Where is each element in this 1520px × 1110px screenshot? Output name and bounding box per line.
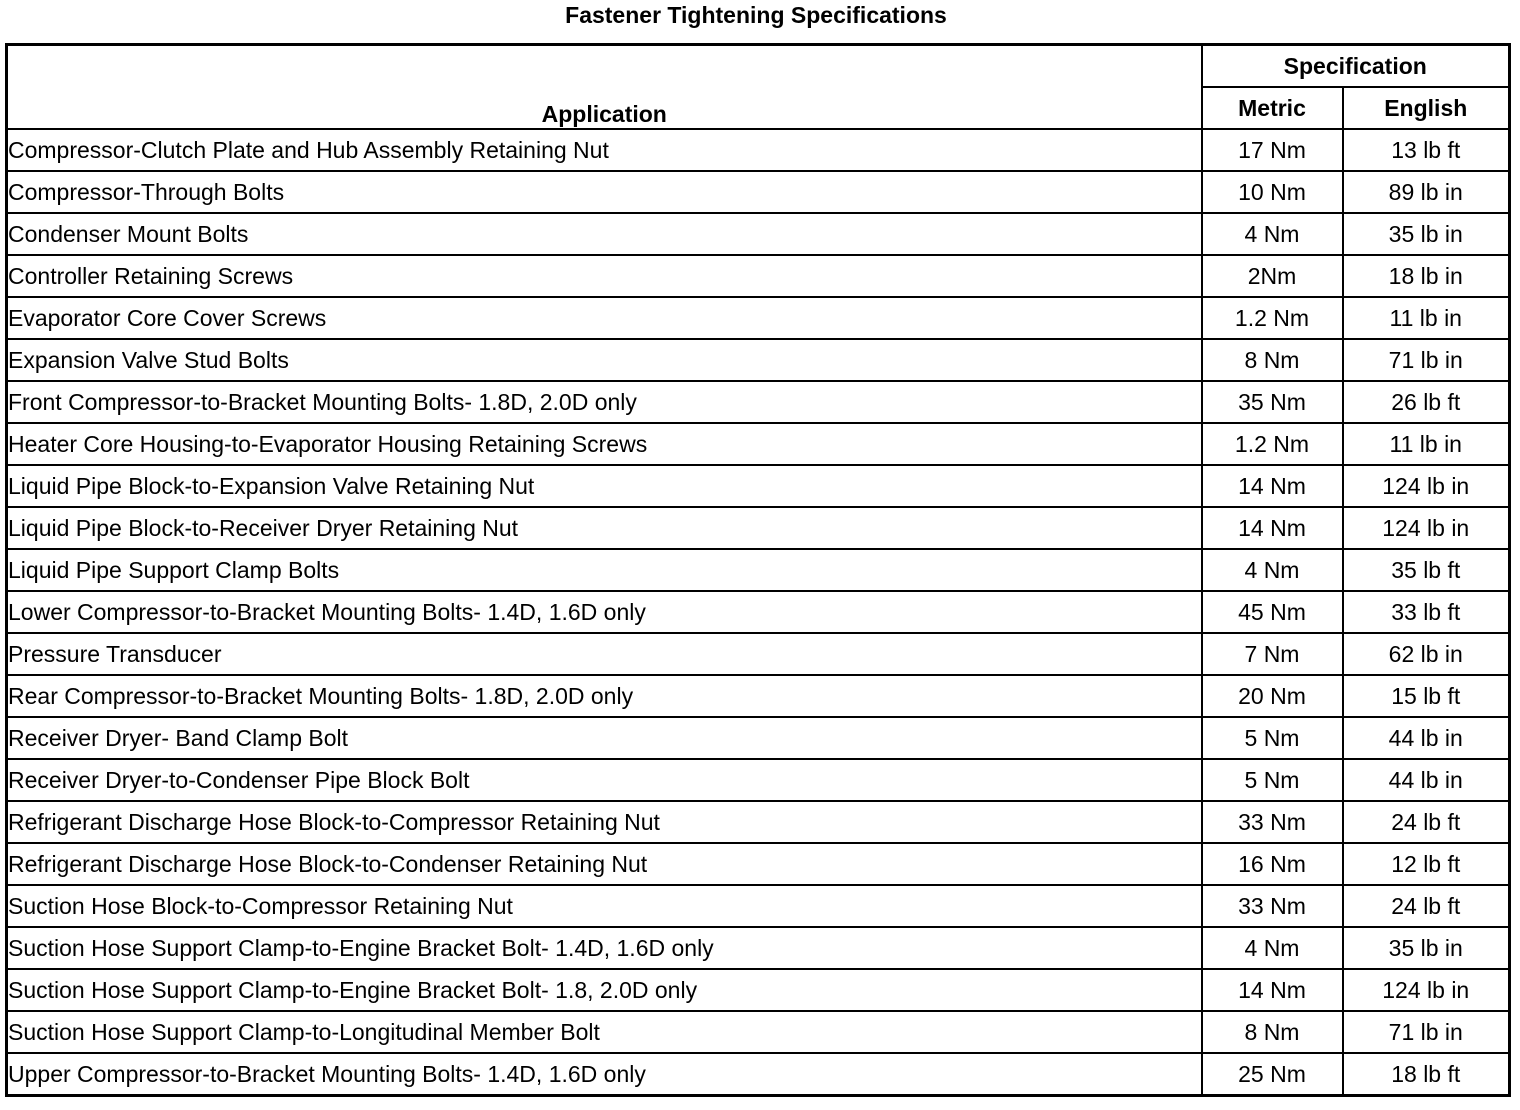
cell-english: 44 lb in	[1343, 717, 1510, 759]
cell-english: 18 lb ft	[1343, 1053, 1510, 1096]
cell-english: 35 lb in	[1343, 927, 1510, 969]
cell-metric: 5 Nm	[1202, 759, 1343, 801]
page-title: Fastener Tightening Specifications	[565, 2, 947, 28]
cell-english: 44 lb in	[1343, 759, 1510, 801]
cell-metric: 4 Nm	[1202, 213, 1343, 255]
cell-application: Lower Compressor-to-Bracket Mounting Bolts- 1.4D, 1.6D only	[7, 591, 1202, 633]
table-row	[7, 633, 1510, 675]
table-row	[7, 885, 1510, 927]
cell-application: Heater Core Housing-to-Evaporator Housing Retaining Screws	[7, 423, 1202, 465]
cell-english: 13 lb ft	[1343, 129, 1510, 171]
table-row	[7, 969, 1510, 1011]
cell-english: 71 lb in	[1343, 339, 1510, 381]
table-row	[7, 339, 1510, 381]
cell-english: 89 lb in	[1343, 171, 1510, 213]
cell-application: Compressor-Clutch Plate and Hub Assembly Retaining Nut	[7, 129, 1202, 171]
cell-application: Receiver Dryer-to-Condenser Pipe Block Bolt	[7, 759, 1202, 801]
cell-application: Pressure Transducer	[7, 633, 1202, 675]
table-row	[7, 171, 1510, 213]
cell-application: Rear Compressor-to-Bracket Mounting Bolts- 1.8D, 2.0D only	[7, 675, 1202, 717]
table-row	[7, 255, 1510, 297]
table-row	[7, 591, 1510, 633]
table-row	[7, 507, 1510, 549]
cell-application: Suction Hose Support Clamp-to-Engine Bracket Bolt- 1.8, 2.0D only	[7, 969, 1202, 1011]
column-header-application: Application	[7, 45, 1202, 130]
table-row	[7, 381, 1510, 423]
column-header-english: English	[1343, 87, 1510, 129]
cell-english: 33 lb ft	[1343, 591, 1510, 633]
cell-english: 18 lb in	[1343, 255, 1510, 297]
cell-metric: 8 Nm	[1202, 1011, 1343, 1053]
cell-application: Controller Retaining Screws	[7, 255, 1202, 297]
cell-application: Suction Hose Support Clamp-to-Engine Bracket Bolt- 1.4D, 1.6D only	[7, 927, 1202, 969]
cell-english: 124 lb in	[1343, 507, 1510, 549]
column-header-specification: Specification	[1202, 45, 1510, 88]
cell-metric: 1.2 Nm	[1202, 423, 1343, 465]
cell-metric: 14 Nm	[1202, 507, 1343, 549]
cell-metric: 35 Nm	[1202, 381, 1343, 423]
cell-application: Upper Compressor-to-Bracket Mounting Bolts- 1.4D, 1.6D only	[7, 1053, 1202, 1096]
table-row	[7, 297, 1510, 339]
cell-metric: 33 Nm	[1202, 801, 1343, 843]
cell-english: 15 lb ft	[1343, 675, 1510, 717]
cell-application: Suction Hose Block-to-Compressor Retaining Nut	[7, 885, 1202, 927]
cell-metric: 20 Nm	[1202, 675, 1343, 717]
cell-application: Refrigerant Discharge Hose Block-to-Compressor Retaining Nut	[7, 801, 1202, 843]
cell-metric: 17 Nm	[1202, 129, 1343, 171]
cell-english: 11 lb in	[1343, 297, 1510, 339]
cell-metric: 33 Nm	[1202, 885, 1343, 927]
cell-english: 35 lb in	[1343, 213, 1510, 255]
cell-metric: 25 Nm	[1202, 1053, 1343, 1096]
cell-metric: 5 Nm	[1202, 717, 1343, 759]
table-row	[7, 465, 1510, 507]
table-row	[7, 759, 1510, 801]
table-row	[7, 927, 1510, 969]
table-body	[7, 129, 1510, 1096]
cell-metric: 8 Nm	[1202, 339, 1343, 381]
cell-metric: 2Nm	[1202, 255, 1343, 297]
specifications-table	[5, 43, 1511, 1097]
cell-metric: 7 Nm	[1202, 633, 1343, 675]
cell-english: 124 lb in	[1343, 465, 1510, 507]
cell-english: 26 lb ft	[1343, 381, 1510, 423]
cell-application: Expansion Valve Stud Bolts	[7, 339, 1202, 381]
table-row	[7, 129, 1510, 171]
cell-english: 11 lb in	[1343, 423, 1510, 465]
cell-metric: 14 Nm	[1202, 969, 1343, 1011]
cell-application: Liquid Pipe Support Clamp Bolts	[7, 549, 1202, 591]
cell-metric: 45 Nm	[1202, 591, 1343, 633]
table-row	[7, 423, 1510, 465]
cell-metric: 16 Nm	[1202, 843, 1343, 885]
cell-english: 35 lb ft	[1343, 549, 1510, 591]
cell-metric: 10 Nm	[1202, 171, 1343, 213]
table-row	[7, 843, 1510, 885]
table-row	[7, 1053, 1510, 1096]
column-header-metric: Metric	[1202, 87, 1343, 129]
table-row	[7, 549, 1510, 591]
cell-metric: 4 Nm	[1202, 927, 1343, 969]
cell-english: 24 lb ft	[1343, 885, 1510, 927]
cell-metric: 4 Nm	[1202, 549, 1343, 591]
cell-application: Receiver Dryer- Band Clamp Bolt	[7, 717, 1202, 759]
cell-english: 12 lb ft	[1343, 843, 1510, 885]
cell-english: 62 lb in	[1343, 633, 1510, 675]
cell-application: Evaporator Core Cover Screws	[7, 297, 1202, 339]
cell-application: Condenser Mount Bolts	[7, 213, 1202, 255]
cell-application: Liquid Pipe Block-to-Receiver Dryer Retaining Nut	[7, 507, 1202, 549]
cell-application: Front Compressor-to-Bracket Mounting Bolts- 1.8D, 2.0D only	[7, 381, 1202, 423]
table-row	[7, 675, 1510, 717]
cell-english: 124 lb in	[1343, 969, 1510, 1011]
cell-metric: 1.2 Nm	[1202, 297, 1343, 339]
table-row	[7, 717, 1510, 759]
cell-application: Liquid Pipe Block-to-Expansion Valve Retaining Nut	[7, 465, 1202, 507]
cell-application: Compressor-Through Bolts	[7, 171, 1202, 213]
cell-metric: 14 Nm	[1202, 465, 1343, 507]
table-row	[7, 1011, 1510, 1053]
table-row	[7, 801, 1510, 843]
cell-english: 24 lb ft	[1343, 801, 1510, 843]
cell-application: Suction Hose Support Clamp-to-Longitudinal Member Bolt	[7, 1011, 1202, 1053]
table-row	[7, 213, 1510, 255]
cell-english: 71 lb in	[1343, 1011, 1510, 1053]
cell-application: Refrigerant Discharge Hose Block-to-Condenser Retaining Nut	[7, 843, 1202, 885]
